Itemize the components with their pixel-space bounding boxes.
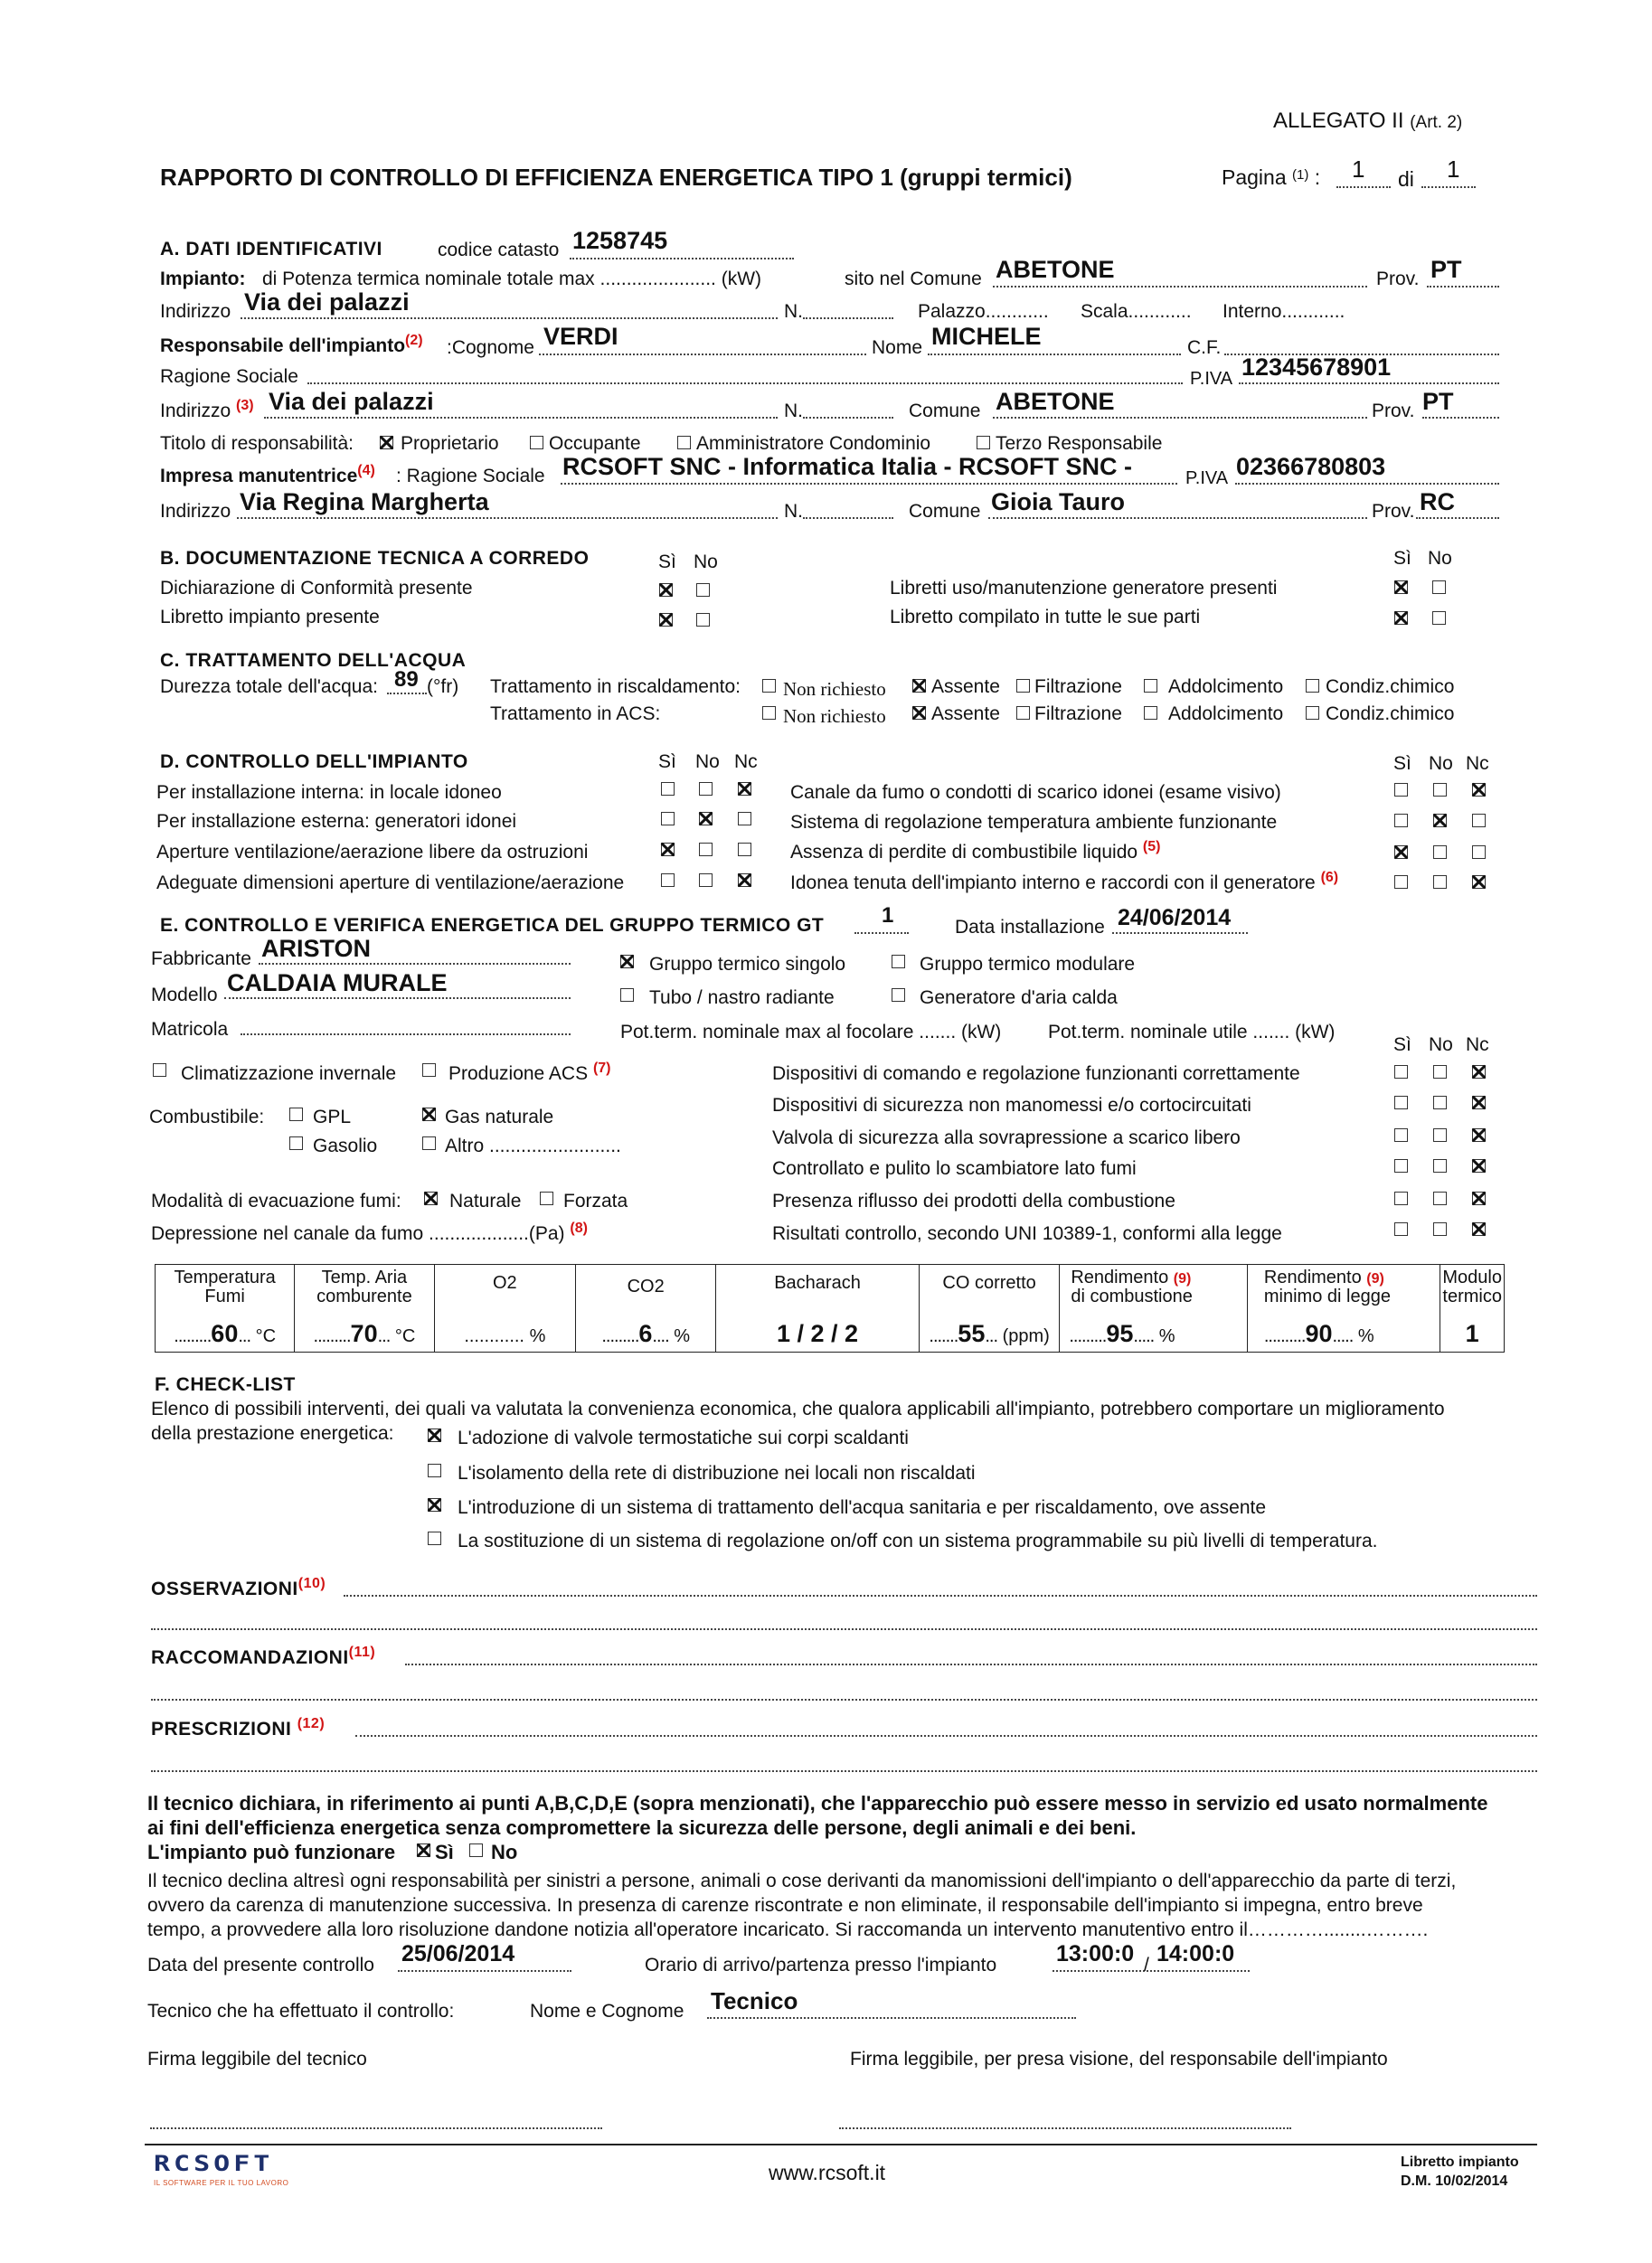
modello-value: CALDAIA MURALE [227, 969, 448, 996]
piva-label: P.IVA [1190, 369, 1233, 389]
b-si-header: Sì [658, 552, 676, 572]
trattamento-risc-label: Trattamento in riscaldamento: [490, 676, 741, 697]
m-cell-temp-aria: Temp. Aria comburente .........70... °C [295, 1265, 434, 1353]
libretto-impianto-label: Libretto impianto presente [160, 607, 380, 627]
d-l2-nc[interactable] [738, 843, 751, 856]
page-total: 1 [1447, 156, 1460, 183]
data-controllo-label: Data del presente controllo [147, 1955, 374, 1975]
pagina-label: Pagina $^{(1)}$ : [1222, 165, 1321, 189]
d-r0-si[interactable] [1394, 783, 1408, 797]
e-c4-nc[interactable] [1472, 1192, 1486, 1205]
d-nc-header: Nc [734, 751, 758, 772]
data-controllo-value: 25/06/2014 [401, 1941, 515, 1966]
libretto-impianto-no-checkbox[interactable] [696, 613, 710, 627]
n2-label: N. [784, 401, 803, 421]
libretti-uso-si-checkbox[interactable] [1394, 580, 1408, 594]
risc-filtrazione-label: Filtrazione [1034, 676, 1122, 697]
durezza-unit: (°fr) [427, 676, 459, 697]
scala-label: Scala............ [1081, 301, 1192, 322]
comune3-label: Comune [909, 501, 981, 522]
n3-label: N. [784, 501, 803, 522]
m-cell-bacharach: Bacharach 1 / 2 / 2 [716, 1265, 920, 1353]
funzionare-label: L'impianto può funzionare [147, 1841, 396, 1863]
cognome-label: :Cognome [447, 337, 534, 358]
terzo-responsabile-label: Terzo Responsabile [996, 433, 1163, 454]
d-nc-header-right: Nc [1466, 753, 1489, 774]
e-c4-no[interactable] [1433, 1192, 1447, 1205]
ragione-sociale-label: Ragione Sociale [160, 366, 298, 387]
page-number: 1 [1352, 156, 1365, 183]
section-d-heading: D. CONTROLLO DELL'IMPIANTO [160, 751, 468, 772]
risc-addolcimento-label: Addolcimento [1168, 676, 1284, 697]
gt-value: 1 [882, 903, 894, 928]
climatizzazione-label: Climatizzazione invernale [181, 1063, 397, 1084]
dichiarazione-no-checkbox[interactable] [696, 583, 710, 597]
gpl-checkbox[interactable] [289, 1108, 303, 1121]
orario-partenza-value: 14:00:0 [1156, 1941, 1235, 1966]
libretti-uso-label: Libretti uso/manutenzione generatore presenti [890, 578, 1278, 599]
indirizzo-value: Via dei palazzi [244, 288, 410, 316]
e-check-3: Controllato e pulito lo scambiatore lato fumi [772, 1158, 1137, 1179]
comune2-label: Comune [909, 401, 981, 421]
d-l1-no[interactable] [699, 812, 713, 825]
funzionare-no-checkbox[interactable] [469, 1843, 483, 1857]
d-r1-no[interactable] [1433, 814, 1447, 827]
firma-tecnico-label: Firma leggibile del tecnico [147, 2049, 367, 2070]
e-c1-no[interactable] [1433, 1096, 1447, 1109]
d-r1-si[interactable] [1394, 814, 1408, 827]
d-r2-si[interactable] [1394, 845, 1408, 859]
impianto-text: di Potenza termica nominale totale max ...................... (kW) [262, 269, 762, 289]
sito-label: sito nel Comune [845, 269, 982, 289]
e-check-5: Risultati controllo, secondo UNI 10389-1, conformi alla legge [772, 1223, 1282, 1244]
risc-assente-label: Assente [931, 676, 1000, 697]
e-check-1: Dispositivi di sicurezza non manomessi e/o cortocircuitati [772, 1095, 1251, 1116]
footer-divider [145, 2144, 1537, 2145]
produzione-acs-label: Produzione ACS $^{(7)}$ [448, 1061, 611, 1084]
acs-filtrazione-checkbox[interactable] [1016, 706, 1030, 720]
tubo-radiante-label: Tubo / nastro radiante [649, 987, 835, 1008]
e-c3-no[interactable] [1433, 1159, 1447, 1173]
section-c-heading: C. TRATTAMENTO DELL'ACQUA [160, 650, 467, 671]
durezza-label: Durezza totale dell'acqua: [160, 676, 378, 697]
evac-forzata-checkbox[interactable] [540, 1192, 553, 1205]
d-l2-no[interactable] [699, 843, 713, 856]
d-l3-nc[interactable] [738, 873, 751, 887]
d-l0-si[interactable] [661, 782, 675, 796]
firma-responsabile-line[interactable] [839, 2127, 1291, 2129]
page-title: RAPPORTO DI CONTROLLO DI EFFICIENZA ENERGETICA TIPO 1 (gruppi termici) [160, 164, 1072, 191]
b-si-header-right: Sì [1393, 548, 1411, 569]
pot-focolare-label: Pot.term. nominale max al focolare ....... (kW) [620, 1022, 1002, 1042]
e-c5-si[interactable] [1394, 1222, 1408, 1236]
acs-filtrazione-label: Filtrazione [1034, 703, 1122, 724]
d-right-1: Sistema di regolazione temperatura ambiente funzionante [790, 812, 1278, 833]
produzione-acs-checkbox[interactable] [422, 1063, 436, 1077]
d-r0-no[interactable] [1433, 783, 1447, 797]
indirizzo3-value: Via Regina Margherta [240, 488, 489, 515]
d-r0-nc[interactable] [1472, 783, 1486, 797]
section-b-heading: B. DOCUMENTAZIONE TECNICA A CORREDO [160, 548, 590, 569]
e-check-0: Dispositivi di comando e regolazione funzionanti correttamente [772, 1063, 1300, 1084]
prov-value: PT [1430, 256, 1462, 283]
d-r2-no[interactable] [1433, 845, 1447, 859]
d-left-2: Aperture ventilazione/aerazione libere da ostruzioni [156, 842, 589, 863]
footer-url[interactable]: www.rcsoft.it [769, 2161, 886, 2184]
prov2-label: Prov. [1372, 401, 1415, 421]
d-left-1: Per installazione esterna: generatori idonei [156, 811, 517, 832]
d-l3-si[interactable] [661, 873, 675, 887]
d-right-0: Canale da fumo o condotti di scarico idonei (esame visivo) [790, 782, 1281, 803]
osservazioni-label: OSSERVAZIONI$^{(10)}$ [151, 1576, 326, 1599]
f-item-3: La sostituzione di un sistema di regolazione on/off con un sistema programmabile su più livelli di temperatura. [458, 1531, 1378, 1551]
depressione-label: Depressione nel canale da fumo ...................(Pa) $^{(8)}$ [151, 1221, 588, 1244]
cognome-value: VERDI [543, 323, 618, 350]
orario-label: Orario di arrivo/partenza presso l'impianto [645, 1955, 997, 1975]
section-e-heading: E. CONTROLLO E VERIFICA ENERGETICA DEL GRUPPO TERMICO GT [160, 915, 825, 936]
impresa-piva-value: 02366780803 [1236, 453, 1386, 480]
acs-assente-label: Assente [931, 703, 1000, 724]
risc-non-richiesto-label: Non richiesto [783, 678, 886, 700]
e-si-header: Sì [1393, 1034, 1411, 1055]
declaration-line-2: ai fini dell'efficienza energetica senza compromettere la sicurezza delle persone, degli animali e dei beni. [147, 1816, 1137, 1839]
e-check-2: Valvola di sicurezza alla sovrapressione a scarico libero [772, 1127, 1241, 1148]
gruppo-modulare-checkbox[interactable] [892, 955, 905, 968]
e-nc-header: Nc [1466, 1034, 1489, 1055]
funzionare-si-checkbox[interactable] [417, 1843, 430, 1857]
b-no-header: No [694, 552, 718, 572]
e-c3-nc[interactable] [1472, 1159, 1486, 1173]
tecnico-label: Tecnico che ha effettuato il controllo: [147, 2001, 455, 2022]
e-no-header: No [1429, 1034, 1453, 1055]
indirizzo2-value: Via dei palazzi [269, 388, 434, 415]
responsabile-label: Responsabile dell'impianto$^{(2)}$ [160, 333, 423, 356]
acs-assente-checkbox[interactable] [912, 706, 926, 720]
measures-table [155, 1264, 1505, 1353]
generatore-aria-checkbox[interactable] [892, 988, 905, 1002]
declaration-line-1: Il tecnico dichiara, in riferimento ai punti A,B,C,D,E (sopra menzionati), che l'apparecchio può essere messo in servizio ed usato normalmente [147, 1792, 1488, 1815]
libretti-uso-no-checkbox[interactable] [1432, 580, 1446, 594]
indirizzo-label: Indirizzo [160, 301, 231, 322]
proprietario-checkbox[interactable] [380, 436, 393, 449]
cf-label: C.F. [1187, 337, 1222, 358]
amministratore-label: Amministratore Condominio [696, 433, 931, 454]
d-l1-si[interactable] [661, 812, 675, 825]
d-r2-nc[interactable] [1472, 845, 1486, 859]
occupante-label: Occupante [549, 433, 641, 454]
indirizzo3-label: Indirizzo [160, 501, 231, 522]
d-l0-no[interactable] [699, 782, 713, 796]
m-cell-co2: CO2 .........6.... % [576, 1265, 716, 1353]
m-cell-co-corretto: CO corretto .......55... (ppm) [919, 1265, 1059, 1353]
libretto-compilato-si-checkbox[interactable] [1394, 611, 1408, 625]
d-r3-si[interactable] [1394, 875, 1408, 889]
declaration-p1: Il tecnico declina altresì ogni responsabilità per sinistri a persone, animali o cose derivanti da manomissioni dell'impianto o dell'apparecchio da parte di terzi, [147, 1871, 1457, 1891]
d-right-2: Assenza di perdite di combustibile liquido $^{(5)}$ [790, 839, 1161, 863]
trattamento-acs-label: Trattamento in ACS: [490, 703, 661, 724]
libretto-compilato-no-checkbox[interactable] [1432, 611, 1446, 625]
gruppo-singolo-label: Gruppo termico singolo [649, 954, 846, 975]
nome-cognome-label: Nome e Cognome [530, 2001, 684, 2022]
modello-label: Modello [151, 985, 218, 1005]
d-si-header-right: Sì [1393, 753, 1411, 774]
m-cell-o2: O2 ............ % [434, 1265, 576, 1353]
indirizzo2-label: Indirizzo $^{(3)}$ [160, 398, 254, 421]
f-item-1: L'isolamento della rete di distribuzione nei locali non riscaldati [458, 1463, 976, 1484]
orario-arrivo-value: 13:00:0 [1056, 1941, 1135, 1966]
gruppo-modulare-label: Gruppo termico modulare [920, 954, 1136, 975]
d-left-3: Adeguate dimensioni aperture di ventilazione/aerazione [156, 872, 625, 893]
altro-checkbox[interactable] [422, 1136, 436, 1150]
footer-libretto: Libretto impianto [1401, 2155, 1519, 2170]
d-si-header: Sì [658, 751, 676, 772]
interno-label: Interno............ [1222, 301, 1345, 322]
e-c5-no[interactable] [1433, 1222, 1447, 1236]
f-item-0-checkbox[interactable] [428, 1429, 441, 1442]
d-r1-nc[interactable] [1472, 814, 1486, 827]
palazzo-label: Palazzo............ [918, 301, 1049, 322]
nome-label: Nome [872, 337, 923, 358]
e-c2-si[interactable] [1394, 1128, 1408, 1142]
declaration-p3: tempo, a provvedere alla loro risoluzione dandone notizia all'operatore incaricato. Si raccomanda un intervento manutentivo entro il…………........………. [147, 1919, 1429, 1940]
e-c3-si[interactable] [1394, 1159, 1408, 1173]
d-r3-no[interactable] [1433, 875, 1447, 889]
e-c0-si[interactable] [1394, 1065, 1408, 1079]
evac-naturale-checkbox[interactable] [424, 1192, 438, 1205]
d-r3-nc[interactable] [1472, 875, 1486, 889]
impresa-piva-label: P.IVA [1185, 468, 1229, 488]
e-c0-no[interactable] [1433, 1065, 1447, 1079]
acs-addolcimento-label: Addolcimento [1168, 703, 1284, 724]
gas-naturale-checkbox[interactable] [422, 1108, 436, 1121]
funzionare-no-label: No [491, 1841, 518, 1863]
risc-condiz-label: Condiz.chimico [1326, 676, 1455, 697]
risc-non-richiesto-checkbox[interactable] [762, 679, 776, 693]
d-left-0: Per installazione interna: in locale idoneo [156, 782, 502, 803]
altro-label: Altro ......................... [445, 1136, 621, 1156]
gasolio-label: Gasolio [313, 1136, 378, 1156]
comune3-value: Gioia Tauro [991, 488, 1126, 515]
firma-responsabile-label: Firma leggibile, per presa visione, del responsabile dell'impianto [850, 2049, 1388, 2070]
matricola-label: Matricola [151, 1019, 229, 1040]
prescrizioni-label: PRESCRIZIONI $^{(12)}$ [151, 1716, 326, 1740]
fabbricante-value: ARISTON [261, 935, 372, 962]
m-cell-rendimento: Rendimento (9) di combustione .........95..... % [1060, 1265, 1248, 1353]
e-c5-nc[interactable] [1472, 1222, 1486, 1236]
gpl-label: GPL [313, 1107, 352, 1127]
amministratore-checkbox[interactable] [677, 436, 691, 449]
d-l1-nc[interactable] [738, 812, 751, 825]
e-c1-nc[interactable] [1472, 1096, 1486, 1109]
prov3-value: RC [1420, 488, 1455, 515]
impresa-ragione-value: RCSOFT SNC - Informatica Italia - RCSOFT SNC - [562, 453, 1133, 480]
e-c2-nc[interactable] [1472, 1128, 1486, 1142]
raccomandazioni-label: RACCOMANDAZIONI$^{(11)}$ [151, 1645, 376, 1668]
firma-tecnico-line[interactable] [150, 2127, 602, 2129]
titolo-label: Titolo di responsabilità: [160, 433, 354, 454]
tecnico-value: Tecnico [711, 1987, 798, 2014]
di-label: di [1398, 167, 1414, 191]
f-item-3-checkbox[interactable] [428, 1532, 441, 1545]
risc-filtrazione-checkbox[interactable] [1016, 679, 1030, 693]
dichiarazione-si-checkbox[interactable] [659, 583, 673, 597]
comune2-value: ABETONE [996, 388, 1115, 415]
terzo-responsabile-checkbox[interactable] [977, 436, 990, 449]
combustibile-label: Combustibile: [149, 1107, 265, 1127]
acs-non-richiesto-checkbox[interactable] [762, 706, 776, 720]
evacuazione-label: Modalità di evacuazione fumi: [151, 1191, 401, 1212]
osservazioni-line[interactable] [344, 1595, 1537, 1597]
e-c2-no[interactable] [1433, 1128, 1447, 1142]
funzionare-si-label: Sì [435, 1841, 454, 1863]
acs-condiz-label: Condiz.chimico [1326, 703, 1455, 724]
d-no-header-right: No [1429, 753, 1453, 774]
prov-label: Prov. [1376, 269, 1420, 289]
proprietario-label: Proprietario [401, 433, 499, 454]
allegato-label: ALLEGATO II (Art. 2) [1273, 108, 1463, 133]
risc-condiz-checkbox[interactable] [1306, 679, 1319, 693]
acs-condiz-checkbox[interactable] [1306, 706, 1319, 720]
impresa-ragione-label: : Ragione Sociale [396, 466, 545, 486]
m-cell-rendimento-min: Rendimento (9) minimo di legge ..........90..... % [1247, 1265, 1440, 1353]
section-a-heading: A. DATI IDENTIFICATIVI [160, 239, 382, 259]
m-cell-temp-fumi: Temperatura Fumi .........60... °C [156, 1265, 295, 1353]
codice-catasto-label: codice catasto [438, 240, 560, 260]
prov2-value: PT [1422, 388, 1454, 415]
f-item-2: L'introduzione di un sistema di trattamento dell'acqua sanitaria e per riscaldamento, ove assente [458, 1497, 1267, 1518]
raccomandazioni-line[interactable] [405, 1664, 1537, 1665]
comune-value: ABETONE [996, 256, 1115, 283]
prov3-label: Prov. [1372, 501, 1415, 522]
dichiarazione-conformita-label: Dichiarazione di Conformità presente [160, 578, 473, 599]
f-intro: Elenco di possibili interventi, dei quali va valutata la convenienza economica, che qualora applicabili all'impianto, potrebbero comportare un miglioramento [151, 1399, 1445, 1419]
nome-value: MICHELE [931, 323, 1042, 350]
pot-utile-label: Pot.term. nominale utile ....... (kW) [1048, 1022, 1336, 1042]
footer-dm: D.M. 10/02/2014 [1401, 2173, 1508, 2189]
tubo-radiante-checkbox[interactable] [620, 988, 634, 1002]
f-intro-2: della prestazione energetica: [151, 1423, 394, 1444]
declaration-p2: ovvero da carenza di manutenzione successiva. In presenza di carenze riscontrate e non eliminate, il responsabile dell'impianto si impegna, entro breve [147, 1895, 1423, 1916]
d-l3-no[interactable] [699, 873, 713, 887]
generatore-aria-label: Generatore d'aria calda [920, 987, 1118, 1008]
orario-sep: / [1144, 1955, 1149, 1975]
climatizzazione-checkbox[interactable] [153, 1063, 166, 1077]
fabbricante-label: Fabbricante [151, 948, 251, 969]
risc-assente-checkbox[interactable] [912, 679, 926, 693]
impresa-label: Impresa manutentrice$^{(4)}$ [160, 463, 375, 486]
b-no-header-right: No [1428, 548, 1452, 569]
evac-forzata-label: Forzata [563, 1191, 628, 1212]
e-c4-si[interactable] [1394, 1192, 1408, 1205]
prescrizioni-line[interactable] [355, 1735, 1537, 1737]
f-item-0: L'adozione di valvole termostatiche sui corpi scaldanti [458, 1428, 909, 1448]
impianto-label: Impianto: [160, 269, 246, 289]
occupante-checkbox[interactable] [530, 436, 543, 449]
risc-addolcimento-checkbox[interactable] [1144, 679, 1157, 693]
acs-non-richiesto-label: Non richiesto [783, 705, 886, 727]
durezza-value: 89 [394, 667, 419, 692]
d-l2-si[interactable] [661, 843, 675, 856]
d-no-header: No [695, 751, 720, 772]
data-installazione-value: 24/06/2014 [1118, 905, 1232, 930]
acs-addolcimento-checkbox[interactable] [1144, 706, 1157, 720]
n-label: N. [784, 301, 803, 322]
gasolio-checkbox[interactable] [289, 1136, 303, 1150]
e-c0-nc[interactable] [1472, 1065, 1486, 1079]
rcsoft-logo: RCSOFT IL SOFTWARE PER IL TUO LAVORO [154, 2151, 289, 2187]
d-l0-nc[interactable] [738, 782, 751, 796]
gruppo-singolo-checkbox[interactable] [620, 955, 634, 968]
section-f-heading: F. CHECK-LIST [155, 1374, 296, 1395]
libretto-impianto-si-checkbox[interactable] [659, 613, 673, 627]
f-item-1-checkbox[interactable] [428, 1464, 441, 1477]
data-installazione-label: Data installazione [955, 917, 1105, 938]
m-cell-modulo: Modulo termico 1 [1440, 1265, 1505, 1353]
e-c1-si[interactable] [1394, 1096, 1408, 1109]
codice-catasto-value: 1258745 [572, 227, 668, 254]
gas-naturale-label: Gas naturale [445, 1107, 554, 1127]
e-check-4: Presenza riflusso dei prodotti della combustione [772, 1191, 1175, 1212]
f-item-2-checkbox[interactable] [428, 1498, 441, 1512]
d-right-3: Idonea tenuta dell'impianto interno e raccordi con il generatore $^{(6)}$ [790, 870, 1339, 893]
evac-naturale-label: Naturale [449, 1191, 522, 1212]
libretto-compilato-label: Libretto compilato in tutte le sue parti [890, 607, 1201, 627]
piva-value: 12345678901 [1241, 354, 1392, 381]
